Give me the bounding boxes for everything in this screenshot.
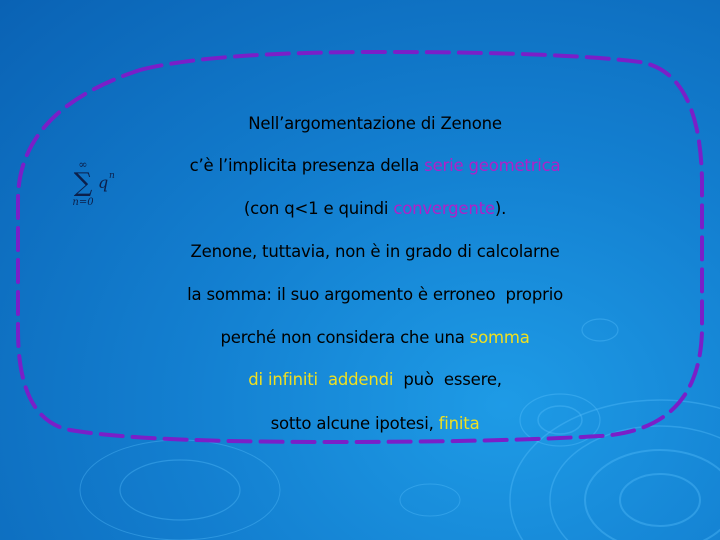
formula-lower-limit: n=0: [72, 197, 94, 208]
text-segment: sotto alcune ipotesi,: [270, 414, 439, 433]
highlight-convergente: convergente: [393, 199, 495, 218]
text-line-8: [40, 391, 700, 435]
formula-upper-limit: ∞: [78, 158, 88, 171]
text-line-2: [40, 133, 700, 177]
formula-exponent: n: [109, 171, 115, 181]
text-line-4: [40, 219, 700, 263]
text-segment: Zenone, tuttavia, non è in grado di calcolarne: [190, 242, 560, 261]
text-line-5: [40, 262, 700, 306]
formula-sum-symbol: ∑: [73, 168, 93, 198]
text-line-7: [40, 347, 700, 391]
formula-base: q: [98, 173, 109, 192]
text-segment: Nell’argomentazione di Zenone: [248, 114, 502, 133]
text-segment: c’è l’implicita presenza della: [189, 156, 425, 175]
text-segment: ).: [494, 199, 507, 218]
text-line-1: [40, 91, 700, 135]
text-segment: (con q<1 e quindi: [243, 199, 394, 218]
highlight-infiniti-addendi: di infiniti addendi: [248, 370, 394, 389]
highlight-serie-geometrica: serie geometrica: [424, 156, 561, 175]
text-line-3: [40, 176, 700, 220]
highlight-finita: finita: [438, 414, 480, 433]
text-segment: perché non considera che una: [220, 328, 470, 347]
text-line-6: [40, 305, 700, 349]
text-segment: può essere,: [393, 370, 502, 389]
highlight-somma: somma: [469, 328, 530, 347]
text-segment: la somma: il suo argomento è erroneo proprio: [187, 285, 563, 304]
